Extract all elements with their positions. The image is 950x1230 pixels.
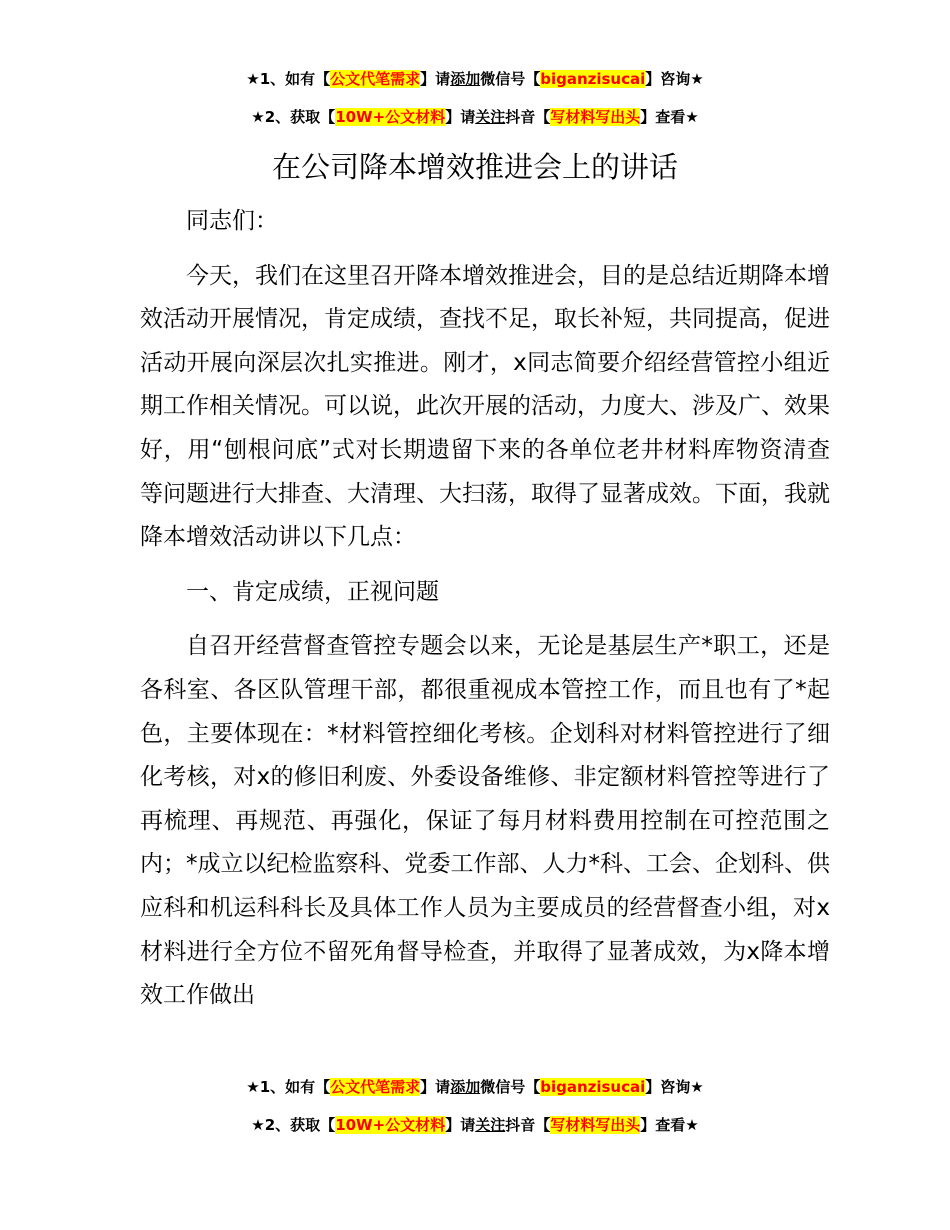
- salutation: 同志们：: [186, 208, 278, 234]
- banner-text: 抖音【: [505, 1116, 551, 1134]
- promo-banner-top-line-1: [0, 68, 950, 90]
- banner-underlined-text: 添加: [450, 70, 481, 88]
- banner-underlined-text: 添加: [450, 1078, 481, 1096]
- banner-highlight-service: 公文代笔需求: [330, 70, 421, 88]
- banner-highlight-douyin-account: 写材料写出头: [550, 1116, 641, 1134]
- promo-banner-top-line-2: [0, 106, 950, 128]
- paragraph-achievements: 自召开经营督查管控专题会以来，无论是基层生产*职工，还是各科室、各区队管理干部，都很重视成本管控工作，而且也有了*起色，主要体现在：*材料管控细化考核。企划科对材料管控进行了细化考核，对x的修旧利废、外委设备维修、非定额材料管控等进行了再梳理、再规范、再强化，保证了每月材料费用控制在可控范围之内；*成立以纪检监察科、党委工作部、人力*科、工会、企划科、供应科和机运科科长及具体工作人员为主要成员的经营督查小组，对x材料进行全方位不留死角督导检查，并取得了显著成效，为x降本增效工作做出: [140, 633, 830, 1009]
- banner-text: ★1、如有【: [246, 1078, 331, 1096]
- banner-text: ★1、如有【: [246, 70, 331, 88]
- document-body: [140, 200, 830, 1018]
- promo-banner-bottom-line-2: [0, 1114, 950, 1136]
- banner-text: 】请: [445, 1116, 476, 1134]
- banner-text: 】请: [445, 108, 476, 126]
- banner-text: 抖音【: [505, 108, 551, 126]
- banner-highlight-service: 公文代笔需求: [330, 1078, 421, 1096]
- banner-highlight-douyin-account: 写材料写出头: [550, 108, 641, 126]
- banner-text: 】咨询★: [645, 1078, 704, 1096]
- section-heading-1: 一、肯定成绩，正视问题: [186, 578, 439, 605]
- banner-text: 微信号【: [480, 1078, 541, 1096]
- banner-highlight-wechat-id: biganzisucai: [540, 70, 646, 88]
- document-title: 在公司降本增效推进会上的讲话: [271, 150, 678, 184]
- paragraph-intro: 今天，我们在这里召开降本增效推进会，目的是总结近期降本增效活动开展情况，肯定成绩，查找不足，取长补短，共同提高，促进活动开展向深层次扎实推进。刚才，x同志简要介绍经营管控小组近期工作相关情况。可以说，此次开展的活动，力度大、涉及广、效果好，用“刨根问底”式对长期遗留下来的各单位老井材料库物资清查等问题进行大排查、大清理、大扫荡，取得了显著成效。下面，我就降本增效活动讲以下几点：: [140, 262, 830, 551]
- banner-underlined-text: 关注: [475, 1116, 506, 1134]
- banner-text: ★2、获取【: [251, 1116, 336, 1134]
- banner-text: 微信号【: [480, 70, 541, 88]
- banner-highlight-wechat-id: biganzisucai: [540, 1078, 646, 1096]
- banner-text: 】查看★: [640, 108, 699, 126]
- banner-text: 】咨询★: [645, 70, 704, 88]
- banner-text: 】查看★: [640, 1116, 699, 1134]
- banner-text: 】请: [420, 1078, 451, 1096]
- banner-highlight-materials: 10W+公文材料: [335, 108, 446, 126]
- banner-underlined-text: 关注: [475, 108, 506, 126]
- banner-highlight-materials: 10W+公文材料: [335, 1116, 446, 1134]
- banner-text: 】请: [420, 70, 451, 88]
- promo-banner-bottom-line-1: [0, 1076, 950, 1098]
- banner-text: ★2、获取【: [251, 108, 336, 126]
